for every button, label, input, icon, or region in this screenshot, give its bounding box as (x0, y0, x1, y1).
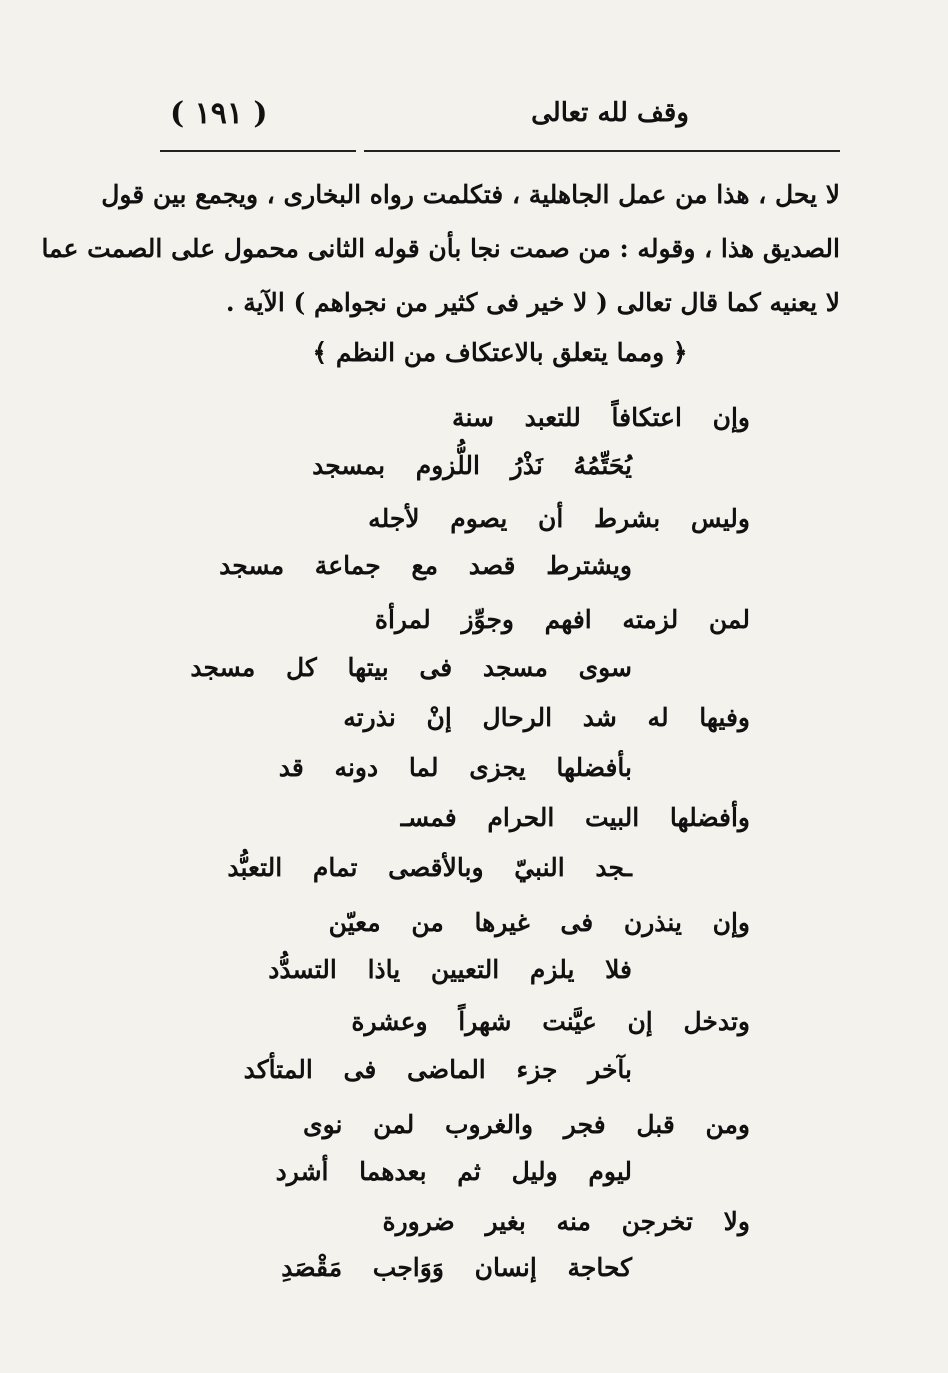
header-rule-right (364, 150, 840, 152)
prose-line: الصديق هذا ، وقوله : من صمت نجا بأن قوله الثانى محمول على الصمت عما (41, 234, 840, 263)
verse-line: وفيها له شد الرحال إنْ نذرته (343, 703, 750, 732)
verse-line: ومن قبل فجر والغروب لمن نوى (303, 1110, 750, 1139)
verse-line: بأفضلها يجزى لما دونه قد (278, 753, 632, 782)
verse-line: بآخر جزء الماضى فى المتأكد (243, 1055, 632, 1084)
page-header (160, 96, 840, 146)
section-heading: ﴿ ومما يتعلق بالاعتكاف من النظم ﴾ (312, 338, 688, 367)
prose-paragraph (41, 168, 840, 330)
verse-line: وأفضلها البيت الحرام فمسـ (400, 803, 750, 832)
running-title: وقف لله تعالى (531, 98, 689, 128)
verse-line: وإن ينذرن فى غيرها من معيّن (328, 908, 750, 937)
prose-line: لا يعنيه كما قال تعالى ( لا خير فى كثير من نجواهم ) الآية . (225, 288, 840, 317)
verse-line: لمن لزمته افهم وجوِّز لمرأة (374, 605, 750, 634)
verse-line: وتدخل إن عيَّنت شهراً وعشرة (351, 1007, 750, 1036)
verse-line: ولا تخرجن منه بغير ضرورة (382, 1207, 750, 1236)
verse-line: ـجد النبيّ وبالأقصى تمام التعبُّد (227, 853, 632, 882)
verse-line: وإن اعتكافاً للتعبد سنة (452, 403, 750, 432)
page-number: ( ١٩١ ) (170, 96, 268, 131)
verse-line: سوى مسجد فى بيتها كل مسجد (190, 653, 632, 682)
verse-line: وليس بشرط أن يصوم لأجله (368, 504, 750, 533)
verse-line: ليوم وليل ثم بعدهما أشرد (275, 1157, 632, 1186)
verse-line: ويشترط قصد مع جماعة مسجد (219, 551, 632, 580)
verse-line: يُحَتِّمُهُ نَذْرُ اللُّزوم بمسجد (312, 451, 632, 480)
prose-line: لا يحل ، هذا من عمل الجاهلية ، فتكلمت رواه البخارى ، ويجمع بين قول (101, 180, 840, 209)
verse-line: فلا يلزم التعيين ياذا التسدُّد (268, 955, 632, 984)
header-rule-left (160, 150, 356, 152)
verse-line: كحاجة إنسان وَوَاجب مَقْصَدِ (281, 1253, 632, 1282)
